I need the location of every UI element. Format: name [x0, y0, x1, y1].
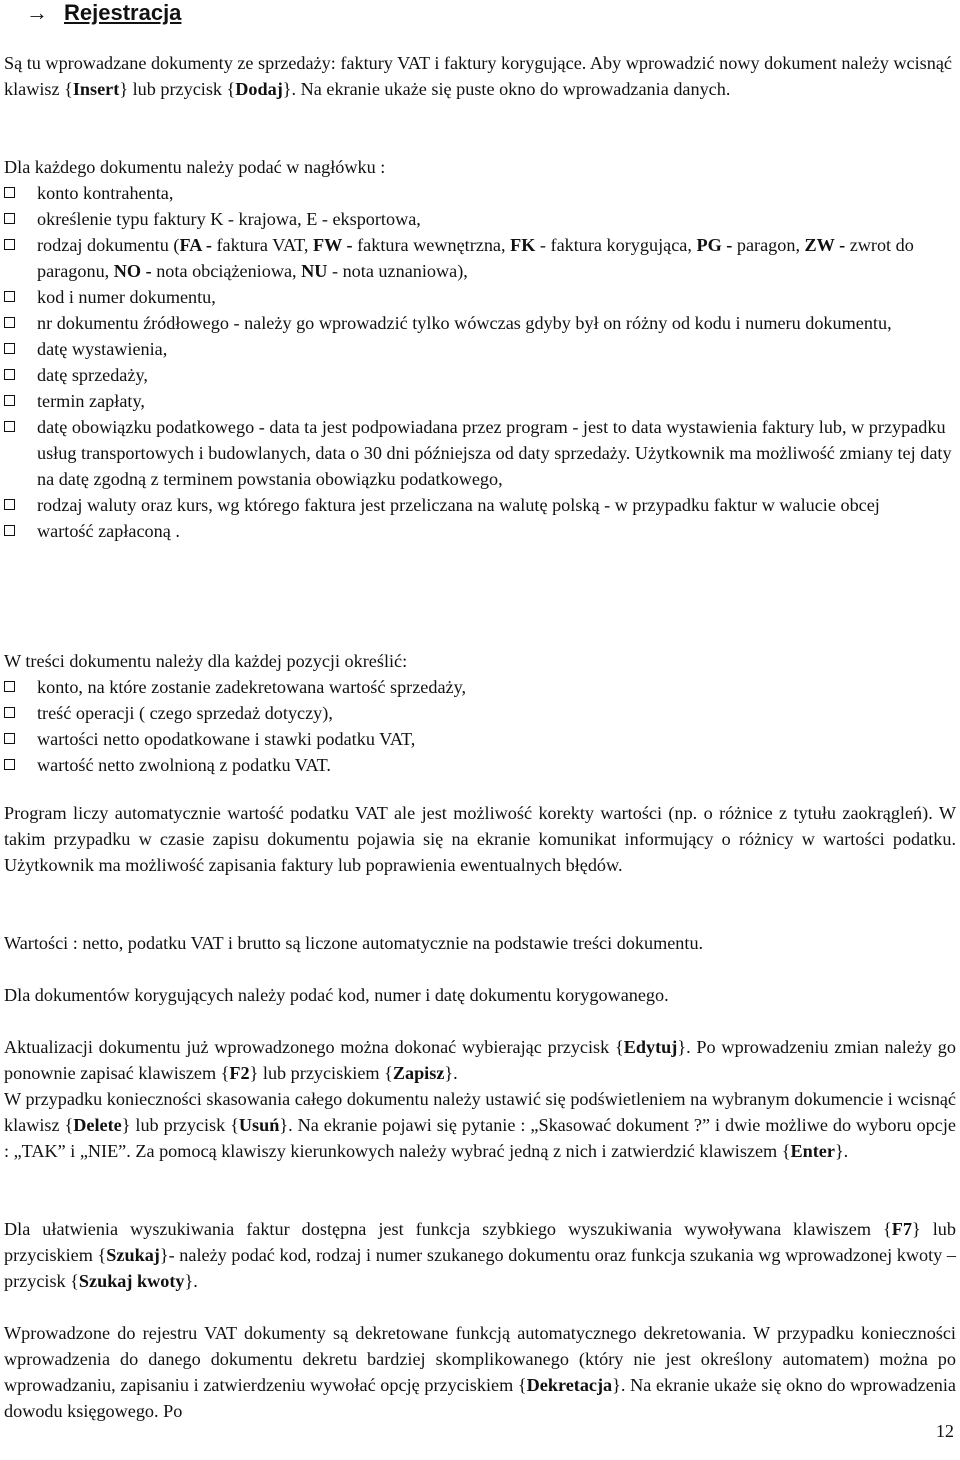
delete-paragraph [4, 1086, 956, 1164]
text-run: }. [444, 1063, 458, 1083]
text-run: Wprowadzone do rejestru VAT dokumenty są dekretowane funkcją automatycznego dekretowania. W przypadku konieczności wprowadzenia do danego dokumentu dekretu bardziej skomplikowanego (który nie jest określony automatem) można po wprowadzaniu, zapisaniu i zatwierdzeniu wywołać opcję przyciskiem { [4, 1323, 956, 1395]
list-item [4, 362, 956, 388]
button-name: Zapisz [392, 1063, 445, 1083]
text-run: W przypadku konieczności skasowania całego dokumentu należy ustawić się podświetleniem na wybranym dokumencie i wcisnąć klawisz { [4, 1089, 956, 1135]
key-name: F2 [229, 1063, 250, 1083]
checkbox-bullet-icon [4, 343, 14, 353]
text-run: } lub przyciskiem { [4, 1219, 956, 1265]
text-run: }. Po wprowadzeniu zmian należy go ponownie zapisać klawiszem { [4, 1037, 956, 1083]
list-item [4, 700, 956, 726]
update-paragraph [4, 1034, 956, 1086]
values-paragraph: Wartości : netto, podatku VAT i brutto są liczone automatycznie na podstawie treści dokumentu. [4, 933, 704, 953]
list-item-text: datę wystawienia, [37, 339, 168, 359]
text-run: }. [184, 1271, 198, 1291]
list-item-text: konto, na które zostanie zadekretowana wartość sprzedaży, [37, 677, 467, 697]
text-run: } lub przycisk { [121, 1115, 239, 1135]
corrective-paragraph: Dla dokumentów korygujących należy podać kod, numer i datę dokumentu korygowanego. [4, 985, 669, 1005]
list-item-text: wartość netto zwolnioną z podatku VAT. [37, 755, 331, 775]
list-item [4, 726, 956, 752]
key-name: Delete [73, 1115, 122, 1135]
header-fields-section [4, 154, 956, 544]
button-name: Edytuj [623, 1037, 678, 1057]
page-number: 12 [935, 1421, 954, 1441]
list-item [4, 310, 956, 336]
list-item [4, 414, 956, 492]
list-item-text: określenie typu faktury K - krajowa, E - eksportowa, [37, 209, 421, 229]
checkbox-bullet-icon [4, 525, 14, 535]
list-item-text: konto kontrahenta, [37, 183, 174, 203]
text-run: Dla ułatwienia wyszukiwania faktur dostępna jest funkcja szybkiego wyszukiwania wywoływana klawiszem { [4, 1219, 892, 1239]
list-item-text: datę sprzedaży, [37, 365, 148, 385]
text-run: } lub przyciskiem { [249, 1063, 393, 1083]
header-fields-lead: Dla każdego dokumentu należy podać w nagłówku : [4, 157, 386, 177]
list-item [4, 180, 956, 206]
checkbox-bullet-icon [4, 759, 14, 769]
list-item [4, 336, 956, 362]
key-name: F7 [891, 1219, 912, 1239]
checkbox-bullet-icon [4, 239, 14, 249]
list-item-text: rodzaj waluty oraz kurs, wg którego faktura jest przeliczana na walutę polską - w przypadku faktur w walucie obcej [37, 495, 880, 515]
list-item-text: rodzaj dokumentu (FA - faktura VAT, FW - faktura wewnętrzna, FK - faktura korygująca, PG - paragon, ZW - zwrot do paragonu, NO - nota obciążeniowa, NU - nota uznaniowa), [37, 235, 914, 281]
list-item-text: nr dokumentu źródłowego - należy go wprowadzić tylko wówczas gdyby był on różny od kodu i numeru dokumentu, [37, 313, 892, 333]
list-item-text: wartość zapłaconą . [37, 521, 180, 541]
button-name: Szukaj [106, 1245, 160, 1265]
list-item [4, 284, 956, 310]
checkbox-bullet-icon [4, 395, 14, 405]
text-run: }. Na ekranie ukaże się okno do wprowadzenia dowodu księgowego. Po [4, 1375, 957, 1421]
header-fields-list [4, 180, 956, 544]
text-run: }. Na ekranie pojawi się pytanie : „Skasować dokument ?” i dwie możliwe do wyboru opcje : „TAK” i „NIE”. Za pomocą klawiszy kierunkowych należy wybrać jedną z nich i zatwierdzić klawiszem { [4, 1115, 956, 1161]
list-item [4, 674, 956, 700]
checkbox-bullet-icon [4, 707, 14, 717]
checkbox-bullet-icon [4, 681, 14, 691]
list-item-text: kod i numer dokumentu, [37, 287, 216, 307]
search-paragraph [4, 1216, 956, 1294]
list-item-text: datę obowiązku podatkowego - data ta jest podpowiadana przez program - jest to data wystawienia faktury lub, w przypadku usług transportowych i budowlanych, data o 30 dni późniejsza od daty sprzedaży. Użytkownik ma możliwość zmiany tej daty na datę zgodną z terminem powstania obowiązku podatkowego, [37, 417, 952, 489]
checkbox-bullet-icon [4, 421, 14, 431]
list-item [4, 232, 956, 284]
checkbox-bullet-icon [4, 499, 14, 509]
checkbox-bullet-icon [4, 733, 14, 743]
checkbox-bullet-icon [4, 317, 14, 327]
intro-paragraph [4, 50, 956, 102]
section-heading [26, 0, 182, 28]
button-name: Dekretacja [526, 1375, 613, 1395]
list-item-text: treść operacji ( czego sprzedaż dotyczy), [37, 703, 333, 723]
list-item [4, 206, 956, 232]
list-item [4, 492, 956, 518]
checkbox-bullet-icon [4, 187, 14, 197]
list-item [4, 388, 956, 414]
list-item [4, 518, 956, 544]
button-name: Szukaj kwoty [78, 1271, 185, 1291]
position-fields-lead: W treści dokumentu należy dla każdej pozycji określić: [4, 651, 408, 671]
key-name: Enter [790, 1141, 835, 1161]
intro-text: Są tu wprowadzane dokumenty ze sprzedaży: faktury VAT i faktury korygujące. Aby wprowadzić nowy dokument należy wcisnąć klawisz {Insert} lub przycisk {Dodaj}. Na ekranie ukaże się puste okno do wprowadzania danych. [4, 53, 952, 99]
checkbox-bullet-icon [4, 213, 14, 223]
arrow-icon: → [26, 0, 48, 25]
text-run: }- należy podać kod, rodzaj i numer szukanego dokumentu oraz funkcja szukania wg wprowadzonej kwoty – przycisk { [4, 1245, 957, 1291]
button-name: Usuń [238, 1115, 280, 1135]
text-run: }. [834, 1141, 849, 1161]
section-title: Rejestracja [64, 0, 182, 25]
vat-correction-paragraph: Program liczy automatycznie wartość podatku VAT ale jest możliwość korekty wartości (np. o różnice z tytułu zaokrągleń). W takim przypadku w czasie zapisu dokumentu pojawia się na ekranie komunikat informujący o różnicy w wartości podatku. Użytkownik ma możliwość zapisania faktury lub poprawienia ewentualnych błędów. [4, 803, 956, 875]
position-fields-section [4, 648, 956, 778]
list-item-text: termin zapłaty, [37, 391, 145, 411]
text-run: Aktualizacji dokumentu już wprowadzonego można dokonać wybierając przycisk { [4, 1037, 624, 1057]
list-item-text: wartości netto opodatkowane i stawki podatku VAT, [37, 729, 416, 749]
list-item [4, 752, 956, 778]
checkbox-bullet-icon [4, 369, 14, 379]
position-fields-list [4, 674, 956, 778]
posting-paragraph [4, 1320, 956, 1424]
checkbox-bullet-icon [4, 291, 14, 301]
